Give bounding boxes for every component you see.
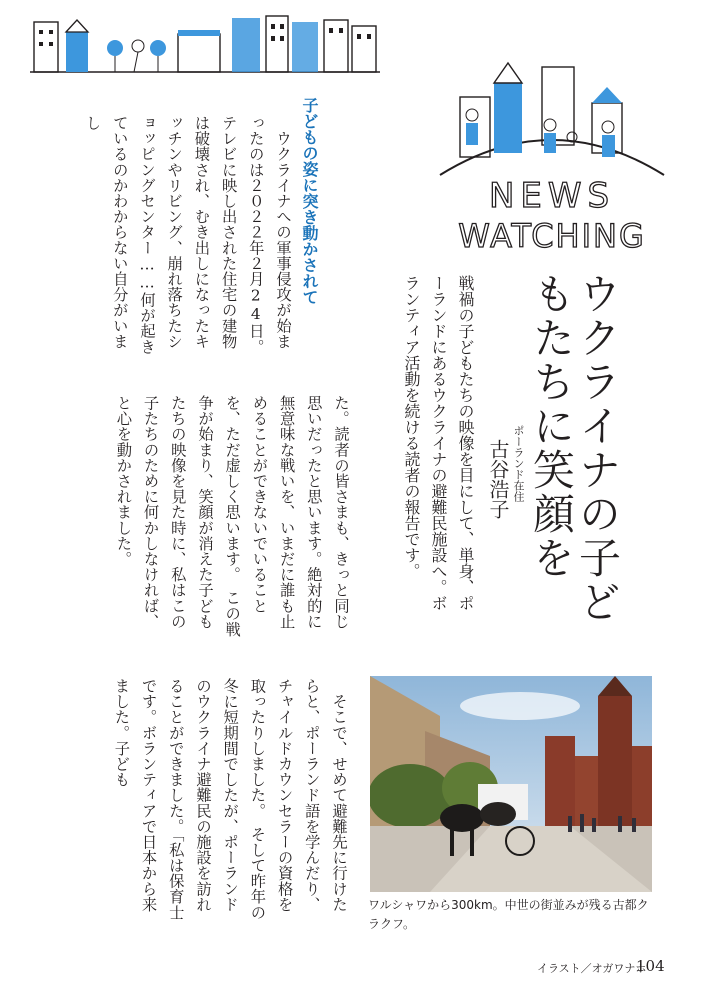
photo-caption: ワルシャワから300km。中世の街並みが残る古都クラクフ。 xyxy=(368,898,649,931)
article-lead: 戦禍の子どもたちの映像を目にして、単身、ポーランドにあるウクライナの避難民施設へ。ボランティア活動を続ける読者の報告です。 xyxy=(402,275,475,611)
article-subheading: 子どもの姿に突き動かされて xyxy=(300,97,319,305)
article-headline: ウクライナの子どもたちに笑顔を xyxy=(527,272,622,624)
street-illustration xyxy=(30,10,380,80)
byline xyxy=(488,425,528,655)
page-number: 104 xyxy=(636,957,665,975)
byline-author: 古谷浩子 xyxy=(486,439,510,519)
byline-role: ポーランド在住 xyxy=(512,425,525,502)
body-column-2: た。読者の皆さまも、きっと同じ思いだったと思います。絶対的に無意味な戦いを、いまだに誰も止めることができないでいることを、ただ虚しく思います。 この戦争が始まり、笑顔が消えた子どもたちの映像を見た時に、私はこの子たちのために何かしなければ、と心を動かされました。 xyxy=(114,395,350,637)
body-column-1: ウクライナへの軍事侵攻が始まったのは２０２２年２月24日。テレビに映し出された住宅の建物は破壊され、むき出しになったキッチンやリビング、崩れ落ちたショッピングセンター……何が起きているのかわからない自分がいまし xyxy=(83,115,292,355)
krakow-photo xyxy=(370,676,652,892)
badge-watching-text: WATCHING xyxy=(458,217,646,255)
badge-news-text: NEWS xyxy=(488,176,616,216)
body-column-3: そこで、せめて避難先に行けたらと、ポーランド語を学んだり、チャイルドカウンセラーの資格を取ったりしました。 そして昨年の冬に短期間でしたが、ポーランドのウクライナ避難民の施設を訪れることができました。「私は保育士です。ボランティアで日本から来ました。子ども xyxy=(112,678,348,920)
news-watching-badge xyxy=(432,45,672,260)
illustration-credit: イラスト／オガワナホ xyxy=(537,962,647,975)
